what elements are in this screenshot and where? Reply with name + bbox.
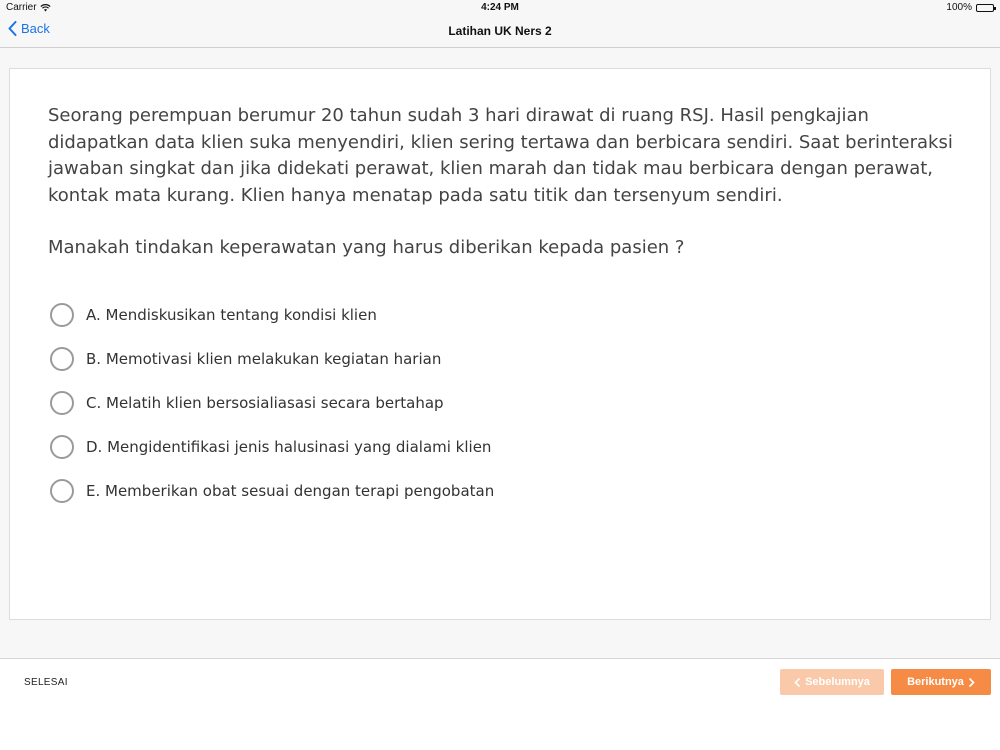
back-label: Back: [21, 21, 50, 36]
option-a[interactable]: [50, 293, 494, 337]
carrier-label: Carrier: [6, 2, 37, 13]
question-text: Seorang perempuan berumur 20 tahun sudah 3 hari dirawat di ruang RSJ. Hasil pengkajian didapatkan data klien suka menyendiri, klien sering tertawa dan berbicara sendiri. Saat berinteraksi jawaban singkat dan jika didekati perawat, klien marah dan tidak mau berbicara dengan perawat, kontak mata kurang. Klien hanya menatap pada satu titik dan tersenyum sendiri.: [48, 105, 953, 206]
next-label: Berikutnya: [907, 676, 964, 688]
option-label: B. Memotivasi klien melakukan kegiatan harian: [86, 350, 442, 368]
radio-button[interactable]: [50, 303, 74, 327]
question-card: [9, 68, 991, 620]
radio-button[interactable]: [50, 391, 74, 415]
finish-button[interactable]: SELESAI: [24, 677, 68, 688]
chevron-left-icon: [794, 678, 800, 687]
navigation-bar: [0, 16, 1000, 48]
radio-button[interactable]: [50, 479, 74, 503]
option-label: E. Memberikan obat sesuai dengan terapi pengobatan: [86, 482, 495, 500]
status-bar: [0, 0, 1000, 16]
previous-label: Sebelumnya: [805, 676, 870, 688]
option-label: A. Mendiskusikan tentang kondisi klien: [86, 306, 377, 324]
option-label: C. Melatih klien bersosialiasasi secara bertahap: [86, 394, 444, 412]
battery-percent: 100%: [946, 2, 972, 13]
option-label: D. Mengidentifikasi jenis halusinasi yang dialami klien: [86, 438, 492, 456]
option-d[interactable]: [50, 425, 494, 469]
chevron-right-icon: [969, 678, 975, 687]
battery-indicator: [946, 2, 994, 13]
question-prompt: Manakah tindakan keperawatan yang harus diberikan kepada pasien ?: [48, 237, 685, 258]
previous-button[interactable]: [780, 669, 884, 695]
option-e[interactable]: [50, 469, 494, 513]
answer-options: [50, 293, 494, 513]
status-time: 4:24 PM: [481, 2, 519, 13]
option-b[interactable]: [50, 337, 494, 381]
page-title: Latihan UK Ners 2: [448, 24, 552, 38]
footer-bar: [0, 658, 1000, 750]
option-c[interactable]: [50, 381, 494, 425]
battery-icon: [976, 4, 994, 12]
radio-button[interactable]: [50, 347, 74, 371]
radio-button[interactable]: [50, 435, 74, 459]
next-button[interactable]: [891, 669, 991, 695]
